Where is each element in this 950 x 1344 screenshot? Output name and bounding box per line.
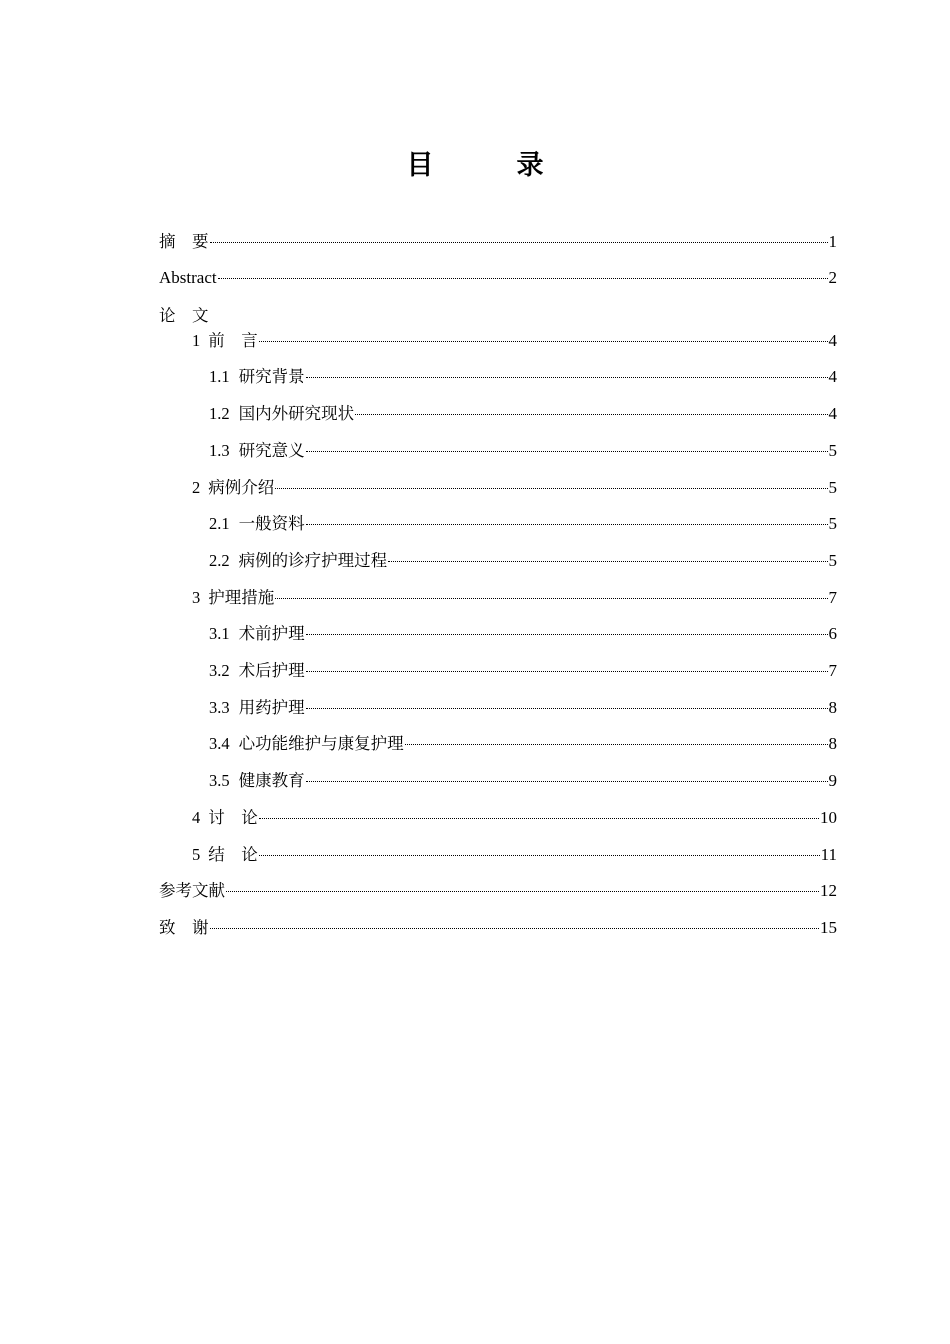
toc-entry-label: 致 谢 [159, 918, 209, 937]
toc-entry-number: 2.1 [209, 514, 230, 533]
toc-entry-3-3[interactable] [159, 691, 837, 725]
dot-leader [388, 561, 827, 562]
toc-entry-2-1[interactable] [159, 507, 837, 541]
dot-leader [259, 818, 819, 819]
dot-leader [275, 488, 827, 489]
toc-entry-label [209, 544, 387, 578]
dot-leader [275, 598, 827, 599]
dot-leader [355, 414, 827, 415]
toc-entry-text: 术前护理 [238, 624, 305, 643]
toc-entry-number: 1.1 [209, 367, 230, 386]
toc-entry-3-1[interactable] [159, 617, 837, 651]
dot-leader [306, 781, 828, 782]
dot-leader [226, 891, 819, 892]
toc-entry-5[interactable] [159, 838, 837, 872]
toc-entry-label [209, 691, 305, 725]
toc-entry-number: 3 [192, 588, 201, 607]
toc-entry-references[interactable] [159, 874, 837, 908]
toc-entry-text: 结 论 [208, 845, 258, 864]
toc-entry-1[interactable] [159, 324, 837, 358]
toc-entry-page: 5 [828, 478, 837, 497]
toc-entry-text: 国内外研究现状 [238, 404, 355, 423]
dot-leader [306, 451, 828, 452]
toc-entry-label: 论 文 [159, 306, 209, 325]
dot-leader [210, 242, 828, 243]
toc-entry-number: 4 [192, 808, 201, 827]
toc-entry-page: 5 [828, 514, 837, 533]
toc-entry-text: 术后护理 [238, 661, 305, 680]
toc-entry-number: 2 [192, 478, 201, 497]
toc-entry-number: 1 [192, 331, 201, 350]
toc-entry-number: 2.2 [209, 551, 230, 570]
toc-entry-4[interactable] [159, 801, 837, 835]
toc-entry-text: 用药护理 [238, 698, 305, 717]
toc-entry-abstract-cn[interactable] [159, 225, 837, 259]
toc-entry-page: 9 [828, 771, 837, 790]
toc-title: 目 录 [406, 150, 572, 181]
toc-entry-text: 前 言 [208, 331, 258, 350]
dot-leader [306, 708, 828, 709]
toc-entry-label [192, 471, 274, 505]
toc-entry-text: 病例的诊疗护理过程 [238, 551, 388, 570]
dot-leader [210, 928, 820, 929]
toc-entry-label: Abstract [159, 268, 217, 287]
toc-entry-page: 4 [828, 404, 837, 423]
toc-entry-label [209, 764, 305, 798]
toc-entry-page: 5 [828, 551, 837, 570]
toc-entry-3-5[interactable] [159, 764, 837, 798]
toc-entry-page: 2 [828, 268, 837, 287]
toc-entry-number: 3.2 [209, 661, 230, 680]
toc-entry-page: 8 [828, 698, 837, 717]
toc-entry-label [192, 581, 274, 615]
toc-entry-page: 5 [828, 441, 837, 460]
dot-leader [306, 671, 828, 672]
toc-entry-text: 研究意义 [238, 441, 305, 460]
toc-entry-page: 7 [828, 661, 837, 680]
toc-entry-page: 11 [820, 845, 837, 864]
dot-leader [259, 855, 820, 856]
toc-entry-2[interactable] [159, 471, 837, 505]
toc-entry-abstract-en[interactable] [159, 261, 837, 295]
toc-entry-text: 病例介绍 [208, 478, 275, 497]
dot-leader [306, 634, 828, 635]
toc-entry-label [192, 801, 258, 835]
toc-entry-label [209, 617, 305, 651]
toc-entry-label [209, 434, 305, 468]
dot-leader [306, 524, 828, 525]
toc-entry-text: 心功能维护与康复护理 [238, 734, 404, 753]
toc-entry-label [209, 727, 404, 761]
toc-entry-3-2[interactable] [159, 654, 837, 688]
toc-entry-page: 10 [820, 808, 837, 827]
toc-entry-1-3[interactable] [159, 434, 837, 468]
toc-entry-number: 3.1 [209, 624, 230, 643]
dot-leader [218, 278, 828, 279]
dot-leader [306, 377, 828, 378]
toc-entry-text: 护理措施 [208, 588, 275, 607]
toc-entry-text: 讨 论 [208, 808, 258, 827]
toc-entry-label: 参考文献 [159, 881, 225, 900]
toc-entry-label [192, 838, 258, 872]
toc-entry-2-2[interactable] [159, 544, 837, 578]
toc-entry-label [209, 360, 305, 394]
toc-entry-number: 1.3 [209, 441, 230, 460]
toc-entry-3-4[interactable] [159, 727, 837, 761]
toc-entry-text: 一般资料 [238, 514, 305, 533]
toc-entry-page: 15 [820, 918, 837, 937]
toc-entry-1-1[interactable] [159, 360, 837, 394]
toc-entry-page: 4 [828, 331, 837, 350]
toc-entry-page: 6 [828, 624, 837, 643]
dot-leader [259, 341, 828, 342]
toc-entry-1-2[interactable] [159, 397, 837, 431]
toc-entry-acknowledgements[interactable] [159, 911, 837, 945]
toc-entry-page: 8 [828, 734, 837, 753]
toc-entry-page: 12 [820, 881, 837, 900]
toc-entry-number: 3.4 [209, 734, 230, 753]
toc-entry-label [209, 654, 305, 688]
dot-leader [405, 744, 828, 745]
toc-entry-number: 1.2 [209, 404, 230, 423]
toc-entry-number: 5 [192, 845, 201, 864]
toc-entry-text: 健康教育 [238, 771, 305, 790]
toc-entry-page: 7 [828, 588, 837, 607]
toc-entry-page: 4 [828, 367, 837, 386]
toc-entry-label: 摘 要 [159, 232, 209, 251]
toc-entry-label [209, 507, 305, 541]
toc-entry-label [209, 397, 354, 431]
toc-entry-number: 3.5 [209, 771, 230, 790]
toc-entry-label [192, 324, 258, 358]
toc-entry-3[interactable] [159, 581, 837, 615]
toc-entry-page: 1 [828, 232, 837, 251]
toc-entry-number: 3.3 [209, 698, 230, 717]
toc-entry-text: 研究背景 [238, 367, 305, 386]
